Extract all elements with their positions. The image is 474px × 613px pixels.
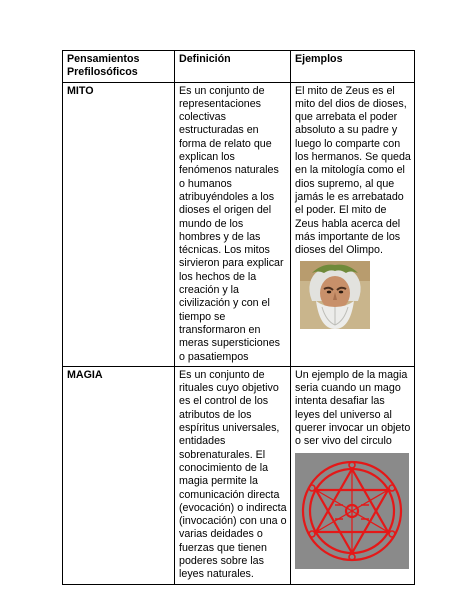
example-magia-text: Un ejemplo de la magia seria cuando un mago intenta desafiar las leyes del universo al querer invocar un objeto o ser vivo del circulo: [295, 368, 411, 448]
header-cell-ejemplos: Ejemplos: [291, 51, 415, 83]
table-header-row: [63, 51, 415, 83]
comparison-table: [62, 50, 415, 585]
example-cell-magia: [291, 366, 415, 584]
example-cell-mito: [291, 82, 415, 366]
row-name-mito: MITO: [63, 82, 175, 366]
example-mito-text: El mito de Zeus es el mito del dios de dioses, que arrebata el poder absoluto a su padre y luego lo comparte con los hermanos. Se queda en la mitología como el dios supremo, al que jamás le es arrebatado el poder. El mito de Zeus habla acerca del más importante de los dioses del Olimpo.: [295, 84, 411, 257]
row-name-magia: MAGIA: [63, 366, 175, 584]
zeus-portrait-image: [300, 261, 370, 329]
definition-mito: Es un conjunto de representaciones colectivas estructuradas en forma de relato que explican los fenómenos naturales o humanos atribuyéndoles a los dioses el origen del mundo de los hombres y de las técnicas. Los mitos sirvieron para explicar los hechos de la creación y la civilización y con el tiempo se transformaron en meras supersticiones o pasatiempos: [175, 82, 291, 366]
header-cell-definicion: Definición: [175, 51, 291, 83]
magic-circle-image: [295, 453, 409, 569]
table-row-magia: [63, 366, 415, 584]
header-cell-pensamientos: Pensamientos Prefilosóficos: [63, 51, 175, 83]
definition-magia: Es un conjunto de rituales cuyo objetivo es el control de los atributos de los espíritus universales, entidades sobrenaturales. El conocimiento de la magia permite la comunicación directa (evocación) o indirecta (invocación) con una o varias deidades o fuerzas que tienen poderes sobre las leyes naturales.: [175, 366, 291, 584]
table-row-mito: [63, 82, 415, 366]
